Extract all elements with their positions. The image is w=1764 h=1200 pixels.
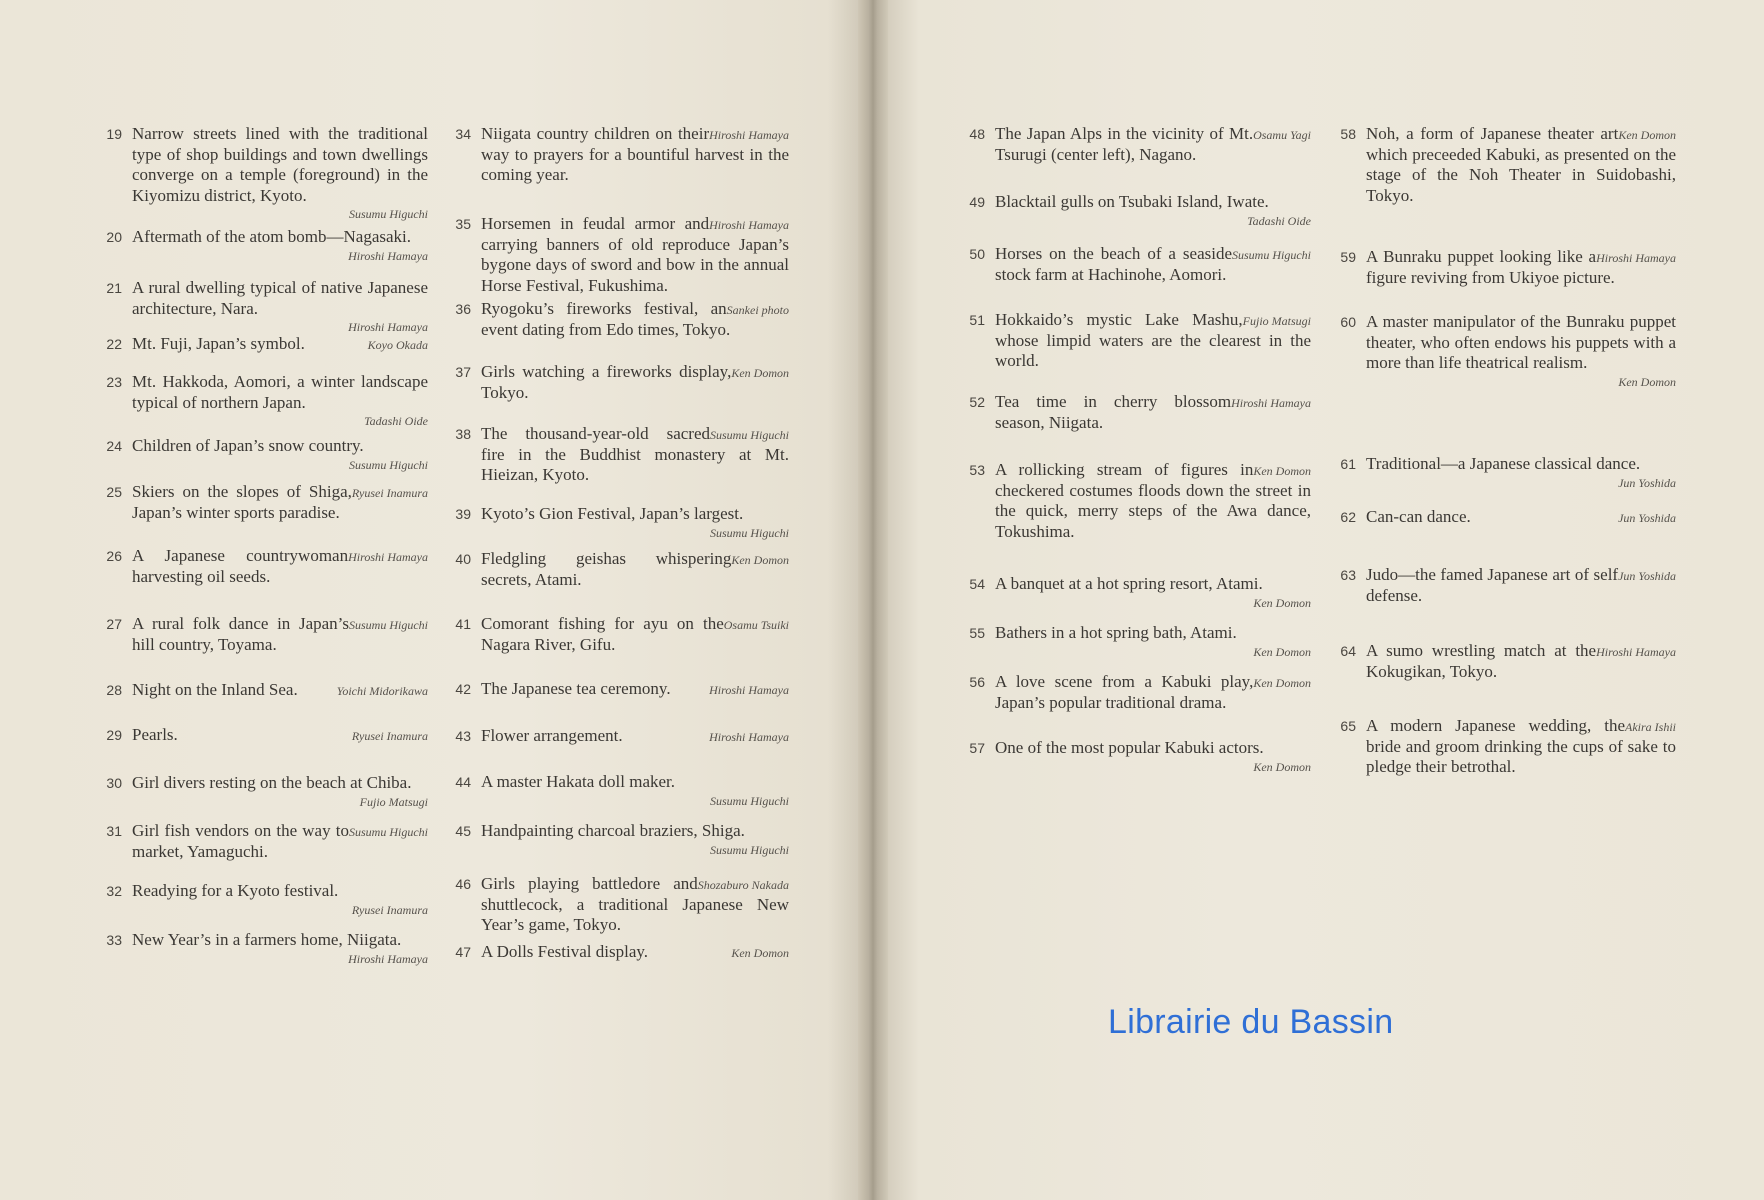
caption-entry bbox=[443, 362, 789, 403]
caption-text: Readying for a Kyoto festival. bbox=[132, 881, 339, 900]
photo-credit: Susumu Higuchi bbox=[349, 825, 428, 839]
plate-number: 33 bbox=[106, 932, 122, 948]
photo-credit: Fujio Matsugi bbox=[359, 794, 428, 809]
caption-entry bbox=[443, 821, 789, 858]
plate-number: 41 bbox=[455, 616, 471, 632]
caption-entry bbox=[957, 310, 1311, 372]
photo-credit: Tadashi Oide bbox=[364, 414, 428, 428]
caption-entry bbox=[1328, 247, 1676, 288]
caption-text: The thousand-year-old sacred fire in the Buddhist monastery at Mt. Hieizan, Kyoto. bbox=[481, 424, 789, 484]
caption-entry bbox=[1328, 716, 1676, 778]
plate-number: 42 bbox=[455, 681, 471, 697]
caption-entry bbox=[443, 614, 789, 655]
caption-text: Children of Japan’s snow country. bbox=[132, 436, 364, 455]
caption-text: Skiers on the slopes of Shiga, Japan’s winter sports paradise. bbox=[132, 482, 352, 522]
caption-block bbox=[995, 460, 1311, 542]
photo-credit: Susumu Higuchi bbox=[710, 428, 789, 442]
caption-entry bbox=[443, 299, 789, 340]
caption-text: A rollicking stream of figures in checkered costumes floods down the street in the quick, merry steps of the Awa dance, Tokushima. bbox=[995, 460, 1311, 541]
plate-number: 32 bbox=[106, 883, 122, 899]
photo-credit: Ken Domon bbox=[1618, 128, 1676, 142]
photo-credit: Osamu Yagi bbox=[1253, 128, 1311, 142]
plate-number: 60 bbox=[1340, 314, 1356, 330]
caption-text: A modern Japanese wedding, the bride and groom drinking the cups of sake to pledge their betrothal. bbox=[1366, 716, 1676, 776]
caption-block bbox=[1366, 716, 1676, 778]
caption-block bbox=[481, 874, 789, 936]
caption-text: Blacktail gulls on Tsubaki Island, Iwate. bbox=[995, 192, 1269, 211]
caption-block bbox=[132, 124, 428, 222]
plate-number: 36 bbox=[455, 301, 471, 317]
photo-credit: Ken Domon bbox=[1253, 759, 1311, 774]
caption-text: Horsemen in feudal armor and carrying banners of old reproduce Japan’s bygone days of sword and bow in the annual Horse Festival, Fukushima. bbox=[481, 214, 789, 295]
photo-credit: Susumu Higuchi bbox=[1232, 248, 1311, 262]
caption-text: The Japanese tea ceremony. bbox=[481, 679, 671, 698]
plate-number: 55 bbox=[969, 625, 985, 641]
caption-text: Girl divers resting on the beach at Chiba. bbox=[132, 773, 412, 792]
photo-credit: Ryusei Inamura bbox=[351, 902, 428, 917]
caption-entry bbox=[94, 334, 428, 355]
plate-number: 64 bbox=[1340, 643, 1356, 659]
plate-number: 47 bbox=[455, 944, 471, 960]
plate-number: 51 bbox=[969, 312, 985, 328]
caption-text: A sumo wrestling match at the Kokugikan, Tokyo. bbox=[1366, 641, 1597, 681]
plate-number: 30 bbox=[106, 775, 122, 791]
caption-text: Hokkaido’s mystic Lake Mashu, whose limpid waters are the clearest in the world. bbox=[995, 310, 1311, 370]
caption-block bbox=[1366, 454, 1676, 491]
photo-credit: Ken Domon bbox=[1618, 374, 1676, 389]
plate-number: 43 bbox=[455, 728, 471, 744]
photo-credit: Sankei photo bbox=[726, 303, 789, 317]
caption-entry bbox=[443, 679, 789, 700]
caption-text: One of the most popular Kabuki actors. bbox=[995, 738, 1264, 757]
caption-entry bbox=[94, 372, 428, 429]
caption-entry bbox=[94, 881, 428, 918]
caption-text: A Japanese countrywoman harvesting oil seeds. bbox=[132, 546, 349, 586]
plate-number: 27 bbox=[106, 616, 122, 632]
caption-text: Kyoto’s Gion Festival, Japan’s largest. bbox=[481, 504, 744, 523]
caption-entry bbox=[957, 124, 1311, 165]
plate-number: 26 bbox=[106, 548, 122, 564]
caption-text: Noh, a form of Japanese theater art which preceeded Kabuki, as presented on the stage of the Noh Theater in Suidobashi, Tokyo. bbox=[1366, 124, 1676, 205]
caption-text: A banquet at a hot spring resort, Atami. bbox=[995, 574, 1263, 593]
plate-number: 52 bbox=[969, 394, 985, 410]
caption-block bbox=[132, 334, 428, 355]
caption-block bbox=[995, 192, 1311, 229]
caption-text: Niigata country children on their way to prayers for a bountiful harvest in the coming year. bbox=[481, 124, 789, 184]
caption-entry bbox=[443, 504, 789, 541]
caption-block bbox=[995, 672, 1311, 713]
photo-credit: Osamu Tsuiki bbox=[723, 618, 789, 632]
caption-block bbox=[481, 679, 789, 700]
plate-number: 63 bbox=[1340, 567, 1356, 583]
caption-block bbox=[481, 124, 789, 186]
caption-entry bbox=[443, 214, 789, 296]
caption-entry bbox=[94, 546, 428, 587]
photo-credit: Hiroshi Hamaya bbox=[1596, 251, 1676, 265]
plate-number: 59 bbox=[1340, 249, 1356, 265]
photo-credit: Susumu Higuchi bbox=[349, 457, 428, 472]
caption-block bbox=[132, 821, 428, 862]
plate-number: 34 bbox=[455, 126, 471, 142]
photo-credit: Shozaburo Nakada bbox=[697, 878, 789, 892]
plate-number: 38 bbox=[455, 426, 471, 442]
caption-block bbox=[481, 821, 789, 858]
photo-credit: Tadashi Oide bbox=[1247, 213, 1311, 228]
plate-number: 40 bbox=[455, 551, 471, 567]
photo-credit: Akira Ishii bbox=[1625, 720, 1676, 734]
caption-text: Mt. Hakkoda, Aomori, a winter landscape typical of northern Japan. bbox=[132, 372, 428, 412]
caption-entry bbox=[94, 124, 428, 222]
photo-credit: Yoichi Midorikawa bbox=[336, 684, 428, 698]
caption-text: A love scene from a Kabuki play, Japan’s popular traditional drama. bbox=[995, 672, 1254, 712]
caption-entry bbox=[957, 738, 1311, 775]
photo-credit: Ken Domon bbox=[731, 553, 789, 567]
photo-credit: Ken Domon bbox=[731, 946, 789, 960]
photo-credit: Susumu Higuchi bbox=[710, 842, 789, 857]
caption-text: The Japan Alps in the vicinity of Mt. Tsurugi (center left), Nagano. bbox=[995, 124, 1254, 164]
photo-credit: Hiroshi Hamaya bbox=[348, 320, 428, 334]
caption-text: Ryogoku’s fireworks festival, an event dating from Edo times, Tokyo. bbox=[481, 299, 731, 339]
caption-block bbox=[481, 504, 789, 541]
photo-credit: Jun Yoshida bbox=[1618, 475, 1676, 490]
plate-number: 62 bbox=[1340, 509, 1356, 525]
photo-credit: Susumu Higuchi bbox=[710, 525, 789, 540]
photo-credit: Susumu Higuchi bbox=[349, 207, 428, 221]
caption-block bbox=[481, 299, 789, 340]
caption-text: Girl fish vendors on the way to market, Yamaguchi. bbox=[132, 821, 349, 861]
caption-text: A Bunraku puppet looking like a figure reviving from Ukiyoe picture. bbox=[1366, 247, 1615, 287]
plate-number: 28 bbox=[106, 682, 122, 698]
caption-entry bbox=[94, 773, 428, 810]
caption-block bbox=[481, 772, 789, 809]
plate-number: 35 bbox=[455, 216, 471, 232]
caption-block bbox=[481, 214, 789, 296]
caption-text: Tea time in cherry blossom season, Niigata. bbox=[995, 392, 1232, 432]
plate-number: 44 bbox=[455, 774, 471, 790]
caption-block bbox=[481, 362, 789, 403]
plate-number: 37 bbox=[455, 364, 471, 380]
plate-number: 45 bbox=[455, 823, 471, 839]
caption-entry bbox=[443, 124, 789, 186]
caption-text: A rural folk dance in Japan’s hill country, Toyama. bbox=[132, 614, 349, 654]
plate-number: 61 bbox=[1340, 456, 1356, 472]
caption-text: A rural dwelling typical of native Japanese architecture, Nara. bbox=[132, 278, 428, 318]
caption-text: Night on the Inland Sea. bbox=[132, 680, 298, 699]
caption-entry bbox=[957, 672, 1311, 713]
photo-credit: Ken Domon bbox=[1253, 676, 1311, 690]
caption-entry bbox=[94, 482, 428, 523]
plate-number: 29 bbox=[106, 727, 122, 743]
caption-text: A Dolls Festival display. bbox=[481, 942, 649, 961]
photo-credit: Ryusei Inamura bbox=[351, 486, 428, 500]
caption-block bbox=[1366, 507, 1676, 528]
caption-entry bbox=[443, 424, 789, 486]
caption-entry bbox=[1328, 507, 1676, 528]
caption-entry bbox=[957, 574, 1311, 611]
plate-number: 65 bbox=[1340, 718, 1356, 734]
caption-entry bbox=[1328, 565, 1676, 606]
caption-entry bbox=[957, 244, 1311, 285]
plate-number: 21 bbox=[106, 280, 122, 296]
photo-credit: Hiroshi Hamaya bbox=[709, 128, 789, 142]
caption-block bbox=[132, 278, 428, 335]
caption-block bbox=[481, 424, 789, 486]
caption-block bbox=[1366, 641, 1676, 682]
caption-entry bbox=[957, 460, 1311, 542]
caption-entry bbox=[957, 623, 1311, 660]
watermark-text: Librairie du Bassin bbox=[1108, 1003, 1394, 1041]
plate-number: 39 bbox=[455, 506, 471, 522]
caption-block bbox=[1366, 565, 1676, 606]
photo-credit: Ken Domon bbox=[1253, 464, 1311, 478]
caption-block bbox=[1366, 247, 1676, 288]
photo-credit: Fujio Matsugi bbox=[1242, 314, 1311, 328]
caption-text: New Year’s in a farmers home, Niigata. bbox=[132, 930, 402, 949]
plate-number: 53 bbox=[969, 462, 985, 478]
caption-block bbox=[132, 436, 428, 473]
photo-credit: Hiroshi Hamaya bbox=[709, 730, 789, 744]
caption-entry bbox=[94, 436, 428, 473]
caption-text: Comorant fishing for ayu on the Nagara River, Gifu. bbox=[481, 614, 724, 654]
caption-text: A master manipulator of the Bunraku puppet theater, who often endows his puppets with a more than life theatrical realism. bbox=[1366, 312, 1676, 372]
caption-entry bbox=[1328, 312, 1676, 390]
caption-text: Mt. Fuji, Japan’s symbol. bbox=[132, 334, 305, 353]
plate-number: 23 bbox=[106, 374, 122, 390]
caption-entry bbox=[94, 680, 428, 701]
photo-credit: Susumu Higuchi bbox=[710, 793, 789, 808]
plate-number: 22 bbox=[106, 336, 122, 352]
plate-number: 24 bbox=[106, 438, 122, 454]
caption-block bbox=[481, 614, 789, 655]
caption-block bbox=[132, 773, 428, 810]
plate-number: 25 bbox=[106, 484, 122, 500]
caption-text: Narrow streets lined with the traditional type of shop buildings and town dwellings converge on a temple (foreground) in the Kiyomizu district, Kyoto. bbox=[132, 124, 428, 205]
caption-entry bbox=[94, 227, 428, 264]
photo-credit: Hiroshi Hamaya bbox=[1596, 645, 1676, 659]
caption-block bbox=[481, 549, 789, 590]
caption-text: Fledgling geishas whispering secrets, Atami. bbox=[481, 549, 732, 589]
plate-number: 49 bbox=[969, 194, 985, 210]
book-gutter bbox=[858, 0, 888, 1200]
caption-block bbox=[481, 942, 789, 963]
caption-entry bbox=[1328, 454, 1676, 491]
caption-text: A master Hakata doll maker. bbox=[481, 772, 676, 791]
photo-credit: Ryusei Inamura bbox=[351, 729, 428, 743]
photo-credit: Ken Domon bbox=[731, 366, 789, 380]
caption-text: Girls watching a fireworks display, Tokyo. bbox=[481, 362, 732, 402]
photo-credit: Hiroshi Hamaya bbox=[709, 683, 789, 697]
caption-block bbox=[995, 574, 1311, 611]
caption-block bbox=[995, 310, 1311, 372]
caption-block bbox=[995, 392, 1311, 433]
caption-text: Judo—the famed Japanese art of self defense. bbox=[1366, 565, 1619, 605]
photo-credit: Ken Domon bbox=[1253, 644, 1311, 659]
photo-credit: Hiroshi Hamaya bbox=[348, 248, 428, 263]
caption-text: Girls playing battledore and shuttlecock, a traditional Japanese New Year’s game, Tokyo. bbox=[481, 874, 789, 934]
caption-block bbox=[132, 227, 428, 264]
photo-credit: Susumu Higuchi bbox=[349, 618, 428, 632]
plate-number: 31 bbox=[106, 823, 122, 839]
plate-number: 20 bbox=[106, 229, 122, 245]
caption-entry bbox=[1328, 641, 1676, 682]
caption-entry bbox=[1328, 124, 1676, 206]
photo-credit: Jun Yoshida bbox=[1618, 569, 1676, 583]
caption-block bbox=[132, 725, 428, 746]
plate-number: 54 bbox=[969, 576, 985, 592]
caption-text: Bathers in a hot spring bath, Atami. bbox=[995, 623, 1237, 642]
caption-entry bbox=[443, 772, 789, 809]
caption-block bbox=[995, 124, 1311, 165]
caption-block bbox=[1366, 124, 1676, 206]
caption-block bbox=[132, 881, 428, 918]
caption-entry bbox=[443, 726, 789, 747]
caption-block bbox=[481, 726, 789, 747]
plate-number: 19 bbox=[106, 126, 122, 142]
caption-text: Handpainting charcoal braziers, Shiga. bbox=[481, 821, 745, 840]
plate-number: 46 bbox=[455, 876, 471, 892]
caption-block bbox=[132, 680, 428, 701]
caption-entry bbox=[443, 874, 789, 936]
caption-text: Horses on the beach of a seaside stock farm at Hachinohe, Aomori. bbox=[995, 244, 1232, 284]
plate-number: 56 bbox=[969, 674, 985, 690]
caption-block bbox=[132, 930, 428, 967]
caption-block bbox=[1366, 312, 1676, 390]
caption-entry bbox=[957, 192, 1311, 229]
caption-text: Traditional—a Japanese classical dance. bbox=[1366, 454, 1641, 473]
caption-block bbox=[132, 482, 428, 523]
plate-number: 48 bbox=[969, 126, 985, 142]
plate-number: 57 bbox=[969, 740, 985, 756]
caption-text: Pearls. bbox=[132, 725, 178, 744]
caption-block bbox=[995, 244, 1311, 285]
caption-block bbox=[132, 372, 428, 429]
caption-block bbox=[132, 614, 428, 655]
photo-credit: Hiroshi Hamaya bbox=[348, 951, 428, 966]
caption-entry bbox=[94, 930, 428, 967]
caption-entry bbox=[94, 821, 428, 862]
photo-credit: Ken Domon bbox=[1253, 595, 1311, 610]
caption-block bbox=[995, 623, 1311, 660]
caption-entry bbox=[94, 725, 428, 746]
caption-entry bbox=[443, 549, 789, 590]
caption-text: Flower arrangement. bbox=[481, 726, 623, 745]
caption-block bbox=[132, 546, 428, 587]
caption-entry bbox=[957, 392, 1311, 433]
photo-credit: Koyo Okada bbox=[367, 338, 428, 352]
photo-credit: Hiroshi Hamaya bbox=[348, 550, 428, 564]
caption-entry bbox=[94, 614, 428, 655]
caption-entry bbox=[443, 942, 789, 963]
caption-entry bbox=[94, 278, 428, 335]
plate-number: 58 bbox=[1340, 126, 1356, 142]
caption-block bbox=[995, 738, 1311, 775]
photo-credit: Hiroshi Hamaya bbox=[709, 218, 789, 232]
photo-credit: Hiroshi Hamaya bbox=[1231, 396, 1311, 410]
photo-credit: Jun Yoshida bbox=[1618, 511, 1676, 525]
caption-text: Aftermath of the atom bomb—Nagasaki. bbox=[132, 227, 412, 246]
plate-number: 50 bbox=[969, 246, 985, 262]
caption-text: Can-can dance. bbox=[1366, 507, 1471, 526]
